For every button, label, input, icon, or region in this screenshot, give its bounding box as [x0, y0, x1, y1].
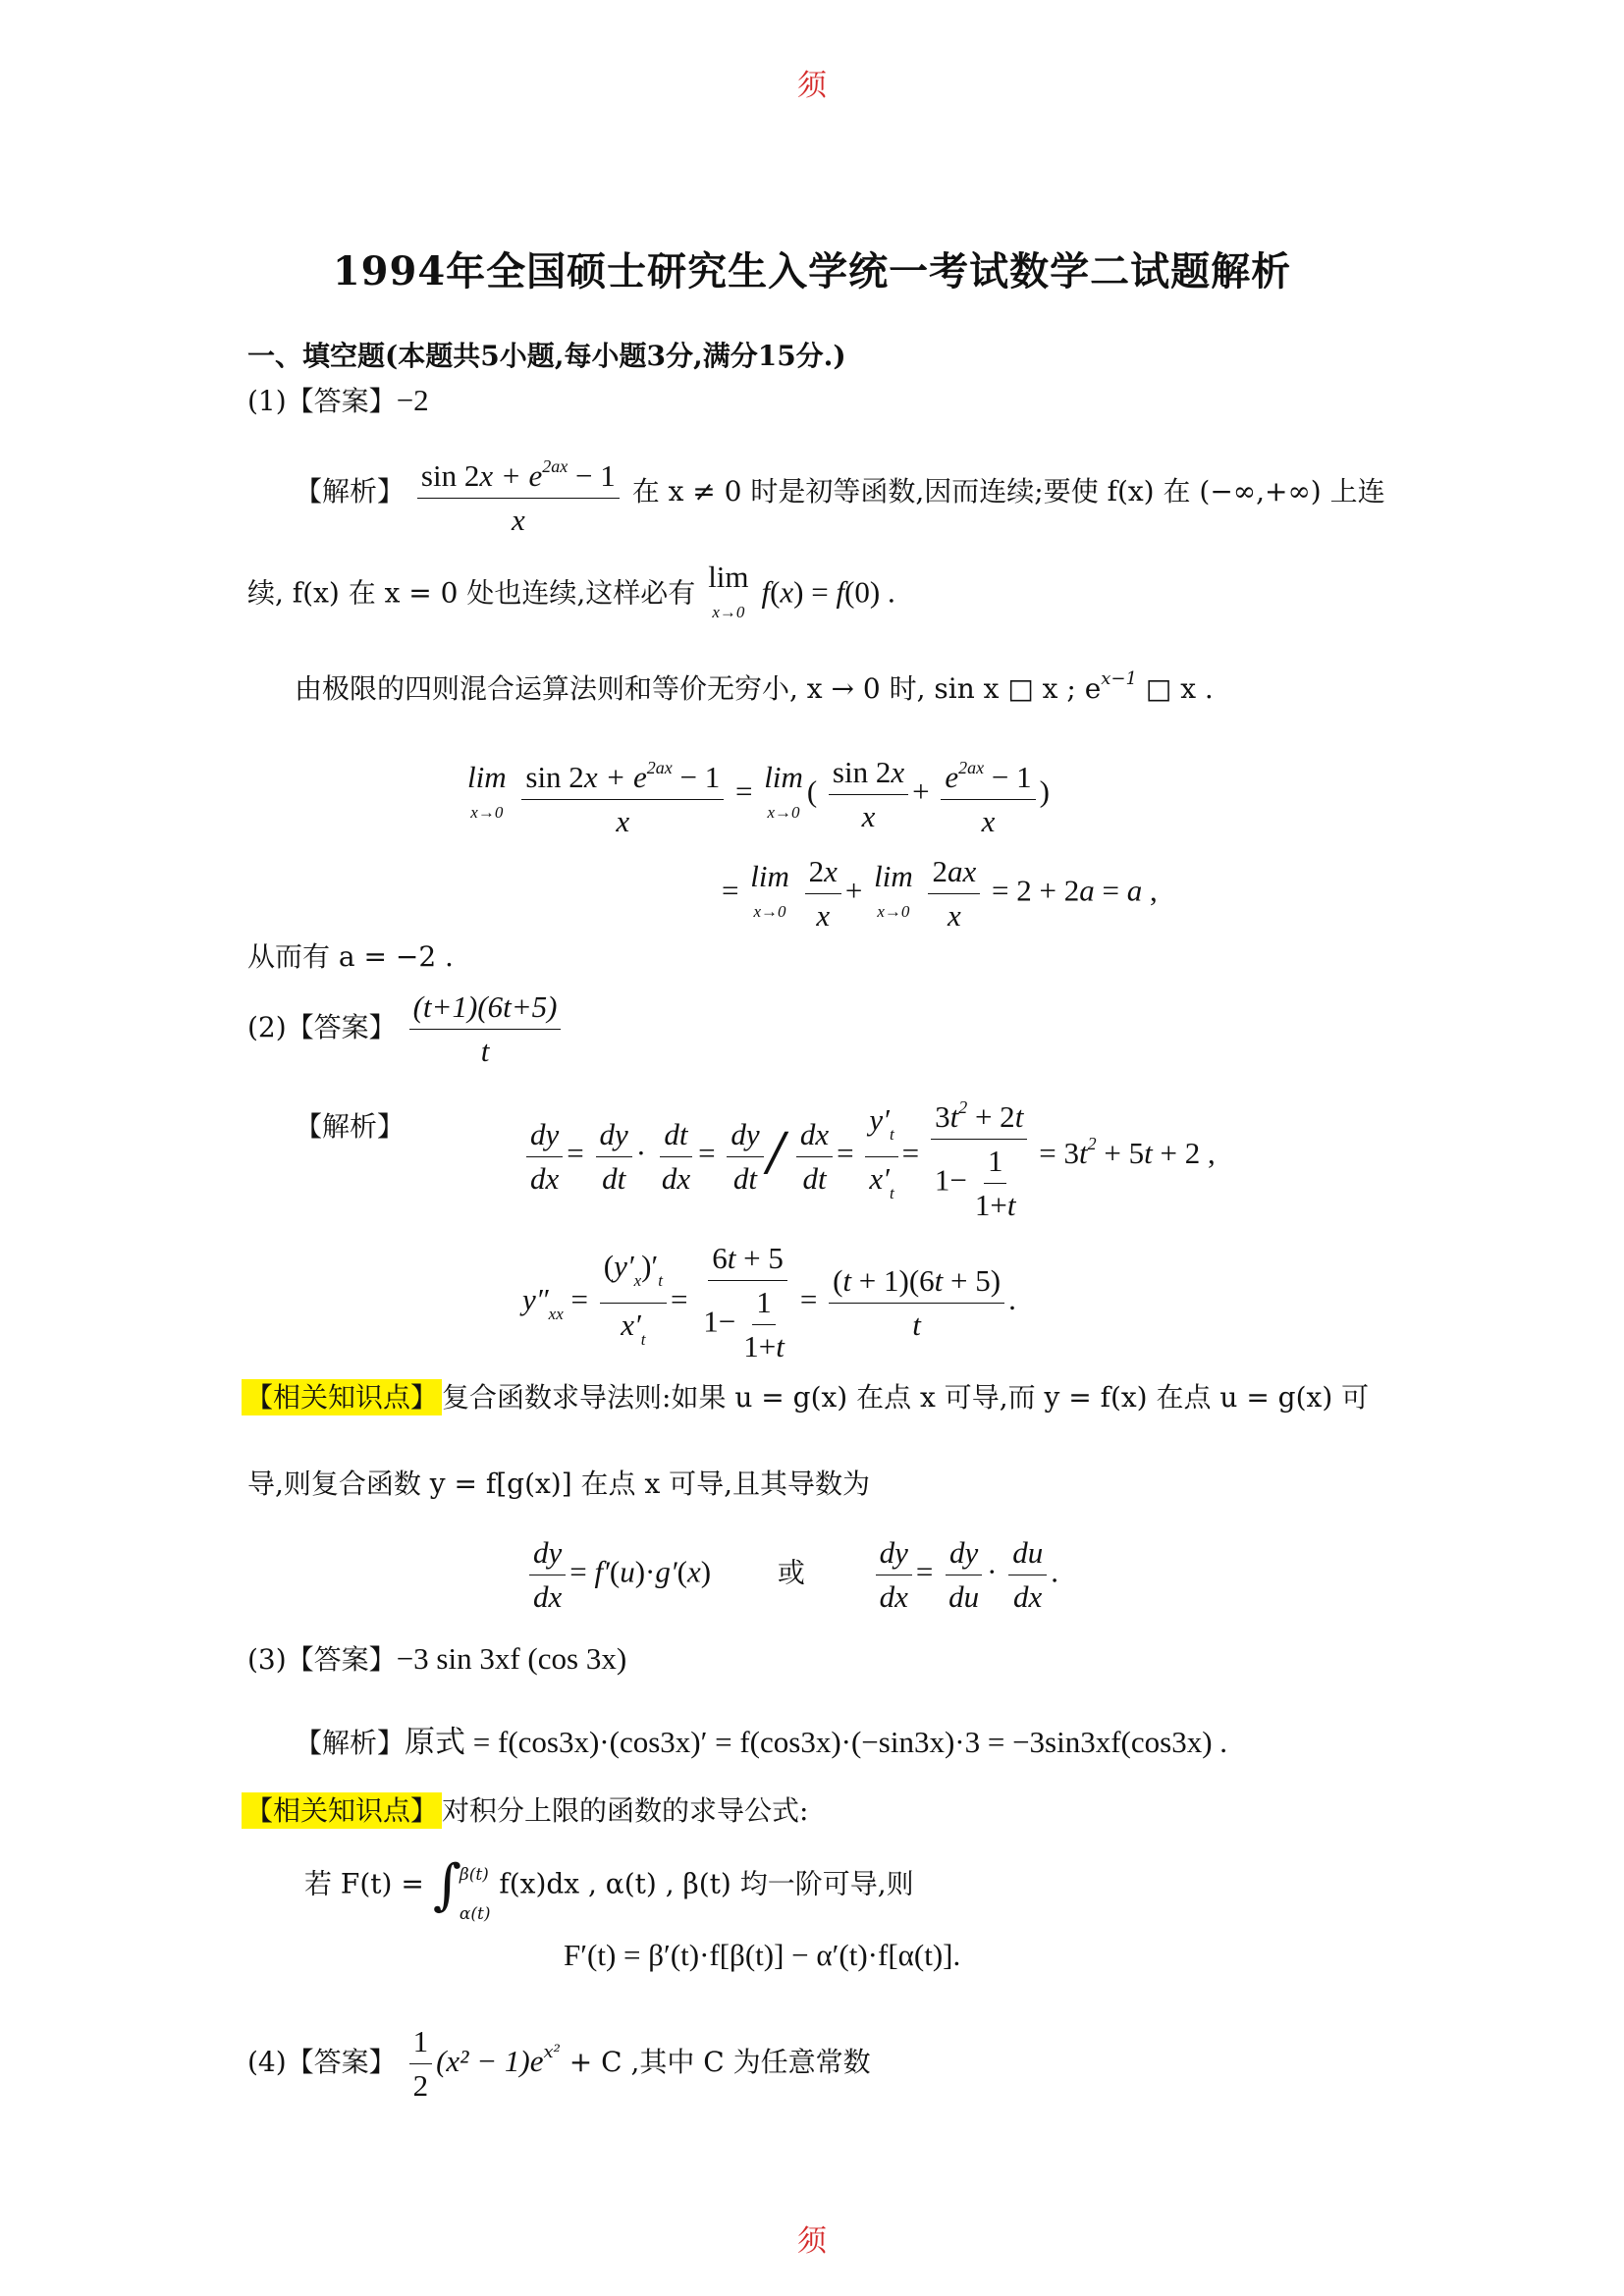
- q2-knowledge-line: [242, 1378, 1369, 1417]
- or-word: 或: [777, 1556, 805, 1589]
- knowledge-highlight: 【相关知识点】: [242, 1792, 442, 1829]
- footer-mark: 须: [797, 2224, 827, 2259]
- q4-half: $\frac{1}{2}$: [409, 2022, 433, 2106]
- q4-number: (4): [247, 2046, 287, 2078]
- q1-limit-equation-2: = lim x→0 $\frac{2x}{x}$ + lim x→0 $\frac{2ax}{x}$ = 2 + 2a = a ,: [722, 854, 1158, 933]
- analysis-label: 【解析】: [295, 1110, 406, 1143]
- limit-symbol: lim x→0: [708, 560, 749, 621]
- q3-knowledge: 对积分上限的函数的求导公式:: [442, 1794, 809, 1827]
- q3-answer: −3 sin 3xf (cos 3x): [396, 1641, 627, 1676]
- q1-analysis-text: 在 x ≠ 0 时是初等函数,因而连续;要使 f(x) 在 (−∞,+∞) 上连: [631, 475, 1385, 507]
- q4-answer-tail: (x² − 1)e: [436, 2044, 544, 2078]
- q1-text-c2: □ x .: [1145, 672, 1214, 705]
- q1-analysis-continue: 续, f(x) 在 x = 0 处也连续,这样必有 lim x→0 f(x) = f(0) .: [247, 558, 895, 632]
- q1-analysis-line: [295, 447, 1385, 540]
- q3-analysis-line: [295, 1723, 1227, 1763]
- q3-formula: F′(t) = β′(t)·f[β(t)] − α′(t)·f[α(t)].: [564, 1938, 961, 1972]
- knowledge-highlight: 【相关知识点】: [242, 1379, 442, 1415]
- page-title: 1994年全国硕士研究生入学统一考试数学二试题解析: [332, 248, 1292, 294]
- q1-fraction: $\frac{\sin 2x + e^{2ax} - 1}{x}$: [417, 447, 620, 540]
- q2-derivative-equation: $\frac{dy}{dx}$ = $\frac{dy}{dt}$ · $\frac{dt}{dx}$ = $\frac{dy}{dt}$ / $\frac{dx}{dt}$ = $\frac{y'_t}{x'_t}$ = $3t^2 + 2t$ 1− $\frac{1}{1+t}$ = $3t^2 + 5t + 2$ ,: [522, 1088, 1216, 1225]
- q3-number: (3): [247, 1643, 287, 1676]
- q2-number: (2): [247, 1011, 287, 1043]
- q3-answer-line: [247, 1639, 626, 1680]
- integral-symbol: ∫ β(t) α(t): [432, 1853, 491, 1924]
- q2-answer: $\frac{(t+1)(6t+5)}{t}$: [409, 988, 562, 1071]
- answer-label: 【答案】: [286, 1643, 397, 1676]
- q1-number: (1): [247, 385, 287, 417]
- q2-second-derivative: $y''_{xx}$ = $\frac{(y'_x)'_t}{x'_t}$ = 6t + 5 1− $\frac{1}{1+t}$ = $\frac{(t + 1)(6t + 5)}{t}$ .: [522, 1241, 1016, 1363]
- q3-knowledge-line: [242, 1791, 808, 1831]
- q1-text-b: 续, f(x) 在 x = 0 处也连续,这样必有: [247, 576, 696, 610]
- q2-answer-line: [247, 988, 565, 1071]
- answer-label: 【答案】: [286, 2046, 397, 2078]
- analysis-label: 【解析】: [295, 475, 406, 507]
- q3-integral-line: [304, 1853, 914, 1924]
- q1-limit-equation-1: lim x→0 $\frac{\sin 2x + e^{2ax} - 1}{x}$ = lim x→0 ( $\frac{\sin 2x}{x}$ + $\frac{e^{2ax} - 1}{x}$ ): [463, 748, 1050, 841]
- q1-answer: −2: [396, 383, 429, 417]
- q1-conclusion: 从而有 a = −2 .: [247, 940, 454, 973]
- q3-if-b: f(x)dx , α(t) , β(t) 均一阶可导,则: [499, 1867, 914, 1900]
- chain-rule-formula: $\frac{dy}{dx}$ = f′(u)·g′(x) 或 $\frac{dy}{dx}$ = $\frac{dy}{du}$ · $\frac{du}{dx}$ .: [525, 1533, 1058, 1617]
- section-heading: 一、填空题(本题共5小题,每小题3分,满分15分.): [247, 340, 846, 372]
- q4-answer-line: (4)【答案】 $\frac{1}{2}$ $(x^2 - 1)e^{x^2} + C$ ,其中 C 为任意常数: [247, 2022, 871, 2106]
- q2-analysis-label-line: [295, 1107, 405, 1147]
- q1-equivalence-line: 由极限的四则混合运算法则和等价无穷小, x → 0 时, sin x □ x ; $e^{x-1}$ □ x .: [295, 668, 1214, 705]
- q2-knowledge-a: 复合函数求导法则:如果 u = g(x) 在点 x 可导,而 y = f(x) 在点 u = g(x) 可: [442, 1381, 1370, 1414]
- q1-answer-line: [247, 381, 429, 421]
- q3-if-a: 若 F(t) =: [304, 1867, 424, 1900]
- q2-knowledge-continue: 导,则复合函数 y = f[g(x)] 在点 x 可导,且其导数为: [247, 1468, 871, 1500]
- header-mark: 须: [797, 69, 827, 103]
- analysis-label: 【解析】: [295, 1727, 406, 1759]
- answer-label: 【答案】: [286, 385, 397, 417]
- q1-text-c: 由极限的四则混合运算法则和等价无穷小, x → 0 时, sin x □ x ; e: [295, 672, 1102, 705]
- answer-label: 【答案】: [286, 1011, 397, 1043]
- q4-answer-end: + C ,其中 C 为任意常数: [568, 2046, 871, 2078]
- q3-analysis: 原式 = f(cos3x)·(cos3x)′ = f(cos3x)·(−sin3x)·3 = −3sin3xf(cos3x) .: [405, 1725, 1228, 1759]
